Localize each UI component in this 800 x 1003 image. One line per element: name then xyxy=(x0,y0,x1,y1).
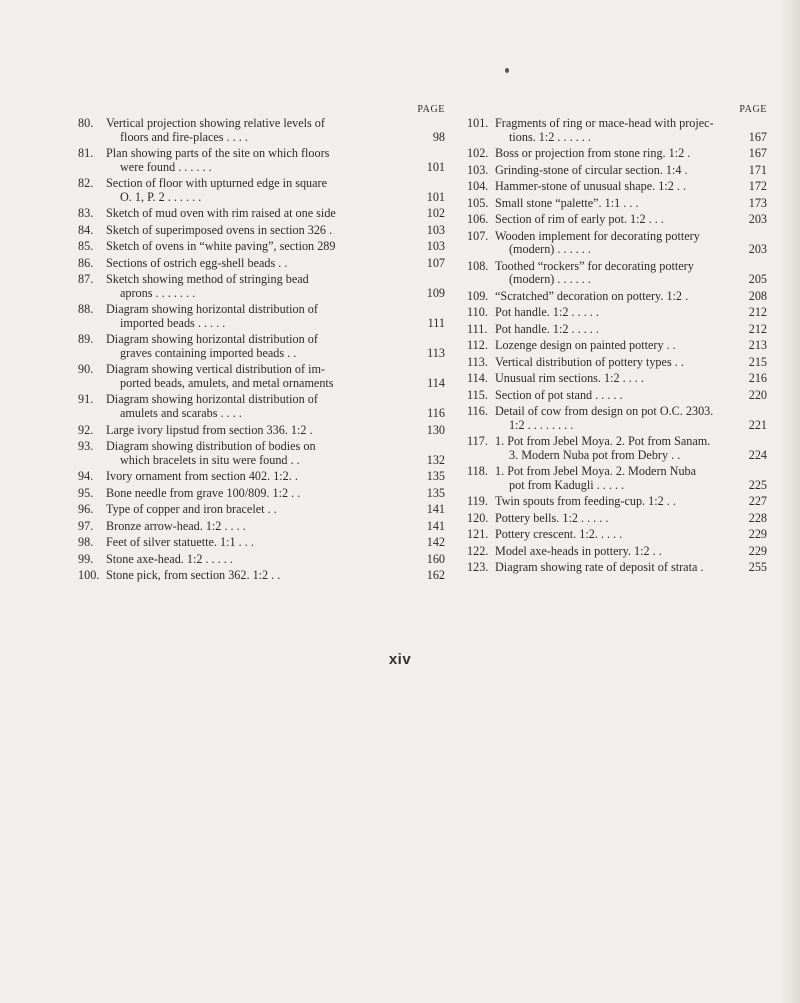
figure-number: 110. xyxy=(467,305,488,320)
figure-entry xyxy=(78,240,445,254)
page-number: 221 xyxy=(748,417,767,432)
page-number: 130 xyxy=(426,422,445,437)
page-number: 212 xyxy=(748,305,767,320)
figure-caption xyxy=(495,405,729,432)
left-column xyxy=(78,104,445,586)
caption-line-2: floors and fire-places . . . . xyxy=(120,129,248,144)
figure-caption xyxy=(106,363,415,390)
figure-number: 121. xyxy=(467,527,489,542)
figure-caption xyxy=(495,528,729,542)
page-number: 171 xyxy=(748,162,767,177)
figure-entry xyxy=(467,528,767,542)
figure-number: 81. xyxy=(78,146,94,161)
figure-number: 97. xyxy=(78,518,94,533)
figure-number: 111. xyxy=(467,321,488,336)
figure-number: 107. xyxy=(467,228,489,243)
caption-line-1: Lozenge design on painted pottery . . xyxy=(495,338,676,353)
figure-number: 104. xyxy=(467,179,489,194)
page-number: 224 xyxy=(748,447,767,462)
figure-caption xyxy=(495,545,729,559)
figure-number: 95. xyxy=(78,485,94,500)
figure-caption xyxy=(106,240,415,254)
figure-number: 106. xyxy=(467,212,489,227)
page-number: 203 xyxy=(748,212,767,227)
figure-entry xyxy=(78,487,445,501)
page-speck xyxy=(505,68,509,73)
figure-entry xyxy=(467,405,767,432)
figure-entry xyxy=(78,440,445,467)
figure-caption xyxy=(106,536,415,550)
page-edge-shadow xyxy=(780,0,800,1003)
figure-number: 105. xyxy=(467,195,489,210)
figure-entry xyxy=(467,260,767,287)
caption-line-2: imported beads . . . . . xyxy=(120,315,226,330)
caption-line-1: Plan showing parts of the site on which floors xyxy=(106,146,330,161)
page-number: 101 xyxy=(426,159,445,174)
caption-line-1: Pot handle. 1:2 . . . . . xyxy=(495,305,599,320)
figure-list-left xyxy=(78,117,445,583)
figure-caption xyxy=(106,520,415,534)
figure-number: 112. xyxy=(467,338,488,353)
caption-line-2: 1:2 . . . . . . . . xyxy=(509,417,574,432)
figure-entry xyxy=(467,372,767,386)
caption-line-1: Fragments of ring or mace-head with projec- xyxy=(495,116,714,130)
page-number: 142 xyxy=(426,535,445,550)
figure-entry xyxy=(78,569,445,583)
page-number: 135 xyxy=(426,469,445,484)
figure-number: 92. xyxy=(78,422,94,437)
caption-line-1: Section of floor with upturned edge in square xyxy=(106,176,328,191)
caption-line-1: Pottery crescent. 1:2. . . . . xyxy=(495,527,623,542)
figure-entry xyxy=(78,470,445,484)
figure-number: 85. xyxy=(78,239,94,254)
figure-number: 83. xyxy=(78,206,94,221)
caption-line-1: Grinding-stone of circular section. 1:4 . xyxy=(495,162,688,177)
figure-entry xyxy=(78,177,445,204)
figure-caption xyxy=(106,440,415,467)
caption-line-1: Diagram showing distribution of bodies on xyxy=(106,439,316,454)
figure-number: 80. xyxy=(78,116,94,130)
caption-line-2: aprons . . . . . . . xyxy=(120,285,196,300)
caption-line-2: graves containing imported beads . . xyxy=(120,345,297,360)
caption-line-1: Toothed “rockers” for decorating pottery xyxy=(495,258,694,273)
page-number: 229 xyxy=(748,527,767,542)
caption-line-1: Large ivory lipstud from section 336. 1:2 . xyxy=(106,422,313,437)
caption-line-1: Pot handle. 1:2 . . . . . xyxy=(495,321,599,336)
figure-entry xyxy=(78,303,445,330)
figure-entry xyxy=(467,495,767,509)
figure-caption xyxy=(106,147,415,174)
page-number: 116 xyxy=(427,406,445,421)
figure-caption xyxy=(106,177,415,204)
figure-number: 120. xyxy=(467,510,489,525)
page-number: 220 xyxy=(748,387,767,402)
figure-entry xyxy=(78,363,445,390)
figure-entry xyxy=(467,230,767,257)
figure-number: 96. xyxy=(78,502,94,517)
page-number: 162 xyxy=(426,568,445,583)
figure-caption xyxy=(495,180,729,194)
page-number: 213 xyxy=(748,338,767,353)
figure-caption xyxy=(495,213,729,227)
caption-line-1: Wooden implement for decorating pottery xyxy=(495,228,700,243)
caption-line-1: Diagram showing horizontal distribution of xyxy=(106,332,318,347)
figure-entry xyxy=(78,424,445,438)
figure-entry xyxy=(78,224,445,238)
figure-entry xyxy=(78,503,445,517)
caption-line-1: Boss or projection from stone ring. 1:2 . xyxy=(495,146,691,161)
figure-entry xyxy=(78,117,445,144)
figure-caption xyxy=(495,512,729,526)
page-number: 212 xyxy=(748,321,767,336)
figure-caption xyxy=(495,561,729,575)
figure-entry xyxy=(467,512,767,526)
figure-number: 87. xyxy=(78,272,94,287)
figure-number: 116. xyxy=(467,404,488,419)
figure-caption xyxy=(495,164,729,178)
figure-number: 123. xyxy=(467,560,489,575)
page-number: 132 xyxy=(426,452,445,467)
caption-line-1: Section of pot stand . . . . . xyxy=(495,387,623,402)
caption-line-1: 1. Pot from Jebel Moya. 2. Modern Nuba xyxy=(495,464,697,479)
page-number: 215 xyxy=(748,354,767,369)
caption-line-1: Diagram showing rate of deposit of strata . xyxy=(495,560,704,575)
page-number: 167 xyxy=(748,129,767,144)
figure-entry xyxy=(467,561,767,575)
figure-number: 93. xyxy=(78,439,94,454)
figure-number: 101. xyxy=(467,116,489,130)
caption-line-1: Section of rim of early pot. 1:2 . . . xyxy=(495,212,664,227)
figure-entry xyxy=(467,180,767,194)
page-number: 103 xyxy=(426,222,445,237)
figure-entry xyxy=(467,164,767,178)
figure-caption xyxy=(106,207,415,221)
page-column-header: PAGE xyxy=(739,104,767,115)
page-number: 225 xyxy=(748,477,767,492)
figure-caption xyxy=(495,117,729,144)
caption-line-1: Sketch of superimposed ovens in section 326 . xyxy=(106,222,333,237)
figure-number: 115. xyxy=(467,387,488,402)
figure-entry xyxy=(78,257,445,271)
figure-caption xyxy=(495,339,729,353)
figure-number: 99. xyxy=(78,551,94,566)
figure-number: 109. xyxy=(467,288,489,303)
figure-entry xyxy=(467,290,767,304)
caption-line-1: Feet of silver statuette. 1:1 . . . xyxy=(106,535,254,550)
page-number: 227 xyxy=(748,494,767,509)
figure-entry xyxy=(78,207,445,221)
figure-number: 90. xyxy=(78,362,94,377)
caption-line-1: Vertical projection showing relative levels of xyxy=(106,116,325,130)
figure-entry xyxy=(78,147,445,174)
figure-entry xyxy=(467,356,767,370)
page-number: 160 xyxy=(426,551,445,566)
figure-caption xyxy=(495,290,729,304)
figure-entry xyxy=(78,553,445,567)
figure-caption xyxy=(495,372,729,386)
figure-entry xyxy=(467,323,767,337)
figure-number: 82. xyxy=(78,176,94,191)
page-number: 109 xyxy=(426,285,445,300)
caption-line-2: (modern) . . . . . . xyxy=(509,272,591,287)
figure-caption xyxy=(495,389,729,403)
caption-line-1: Sections of ostrich egg-shell beads . . xyxy=(106,255,288,270)
page-number: 216 xyxy=(748,371,767,386)
page-number: 135 xyxy=(426,485,445,500)
caption-line-2: pot from Kadugli . . . . . xyxy=(509,477,625,492)
page-number: 111 xyxy=(427,315,445,330)
figure-entry xyxy=(78,520,445,534)
figure-caption xyxy=(495,356,729,370)
figure-caption xyxy=(106,224,415,238)
figure-entry xyxy=(78,273,445,300)
figure-caption xyxy=(106,117,415,144)
page-number: 228 xyxy=(748,510,767,525)
caption-line-2: tions. 1:2 . . . . . . xyxy=(509,129,591,144)
figure-number: 89. xyxy=(78,332,94,347)
caption-line-2: 3. Modern Nuba pot from Debry . . xyxy=(509,447,681,462)
page-number: 107 xyxy=(426,255,445,270)
caption-line-1: Diagram showing horizontal distribution of xyxy=(106,392,318,407)
figure-caption xyxy=(495,230,729,257)
page-number: 101 xyxy=(426,189,445,204)
caption-line-1: Pottery bells. 1:2 . . . . . xyxy=(495,510,609,525)
figure-number: 122. xyxy=(467,543,489,558)
page-number: 141 xyxy=(426,518,445,533)
figure-entry xyxy=(78,393,445,420)
caption-line-1: Twin spouts from feeding-cup. 1:2 . . xyxy=(495,494,676,509)
caption-line-1: Ivory ornament from section 402. 1:2. . xyxy=(106,469,298,484)
page-number: 203 xyxy=(748,242,767,257)
caption-line-1: Bronze arrow-head. 1:2 . . . . xyxy=(106,518,246,533)
page-folio: xiv xyxy=(388,651,412,668)
figure-caption xyxy=(106,424,415,438)
figure-number: 103. xyxy=(467,162,489,177)
figure-number: 91. xyxy=(78,392,94,407)
figure-number: 102. xyxy=(467,146,489,161)
caption-line-1: Sketch of ovens in “white paving”, section 289 xyxy=(106,239,336,254)
figure-list-right xyxy=(467,117,767,575)
right-column xyxy=(467,104,767,578)
caption-line-2: (modern) . . . . . . xyxy=(509,242,591,257)
figure-number: 100. xyxy=(78,568,100,583)
figure-entry xyxy=(467,306,767,320)
caption-line-1: Detail of cow from design on pot O.C. 2303. xyxy=(495,404,714,419)
figure-entry xyxy=(467,213,767,227)
page-number: 98 xyxy=(432,129,445,144)
figure-entry xyxy=(467,197,767,211)
caption-line-1: Bone needle from grave 100/809. 1:2 . . xyxy=(106,485,301,500)
caption-line-2: were found . . . . . . xyxy=(120,159,212,174)
caption-line-1: Sketch of mud oven with rim raised at one side xyxy=(106,206,336,221)
figure-caption xyxy=(495,435,729,462)
figure-caption xyxy=(495,147,729,161)
page-number: 205 xyxy=(748,272,767,287)
caption-line-2: which bracelets in situ were found . . xyxy=(120,452,300,467)
page-number: 114 xyxy=(427,376,445,390)
figure-caption xyxy=(106,487,415,501)
figure-entry xyxy=(467,117,767,144)
figure-caption xyxy=(495,323,729,337)
figure-caption xyxy=(106,569,415,583)
page-number: 102 xyxy=(426,206,445,221)
figure-caption xyxy=(106,553,415,567)
page-number: 208 xyxy=(748,288,767,303)
figure-number: 84. xyxy=(78,222,94,237)
page-number: 167 xyxy=(748,146,767,161)
caption-line-1: Type of copper and iron bracelet . . xyxy=(106,502,277,517)
figure-caption xyxy=(495,306,729,320)
figure-caption xyxy=(495,197,729,211)
caption-line-1: Sketch showing method of stringing bead xyxy=(106,272,309,287)
caption-line-1: Vertical distribution of pottery types . . xyxy=(495,354,684,369)
caption-line-1: “Scratched” decoration on pottery. 1:2 . xyxy=(495,288,689,303)
caption-line-1: Hammer-stone of unusual shape. 1:2 . . xyxy=(495,179,686,194)
figure-number: 119. xyxy=(467,494,488,509)
figure-number: 117. xyxy=(467,434,488,449)
page-column-header: PAGE xyxy=(417,104,445,115)
figure-number: 94. xyxy=(78,469,94,484)
figure-caption xyxy=(106,273,415,300)
figure-caption xyxy=(106,333,415,360)
figure-caption xyxy=(106,257,415,271)
caption-line-1: Model axe-heads in pottery. 1:2 . . xyxy=(495,543,662,558)
figure-entry xyxy=(467,545,767,559)
page-number: 172 xyxy=(748,179,767,194)
caption-line-1: Small stone “palette”. 1:1 . . . xyxy=(495,195,639,210)
figure-entry xyxy=(78,536,445,550)
caption-line-1: Unusual rim sections. 1:2 . . . . xyxy=(495,371,644,386)
figure-entry xyxy=(467,389,767,403)
page-number: 173 xyxy=(748,195,767,210)
caption-line-1: Stone axe-head. 1:2 . . . . . xyxy=(106,551,233,566)
caption-line-2: O. 1, P. 2 . . . . . . xyxy=(120,189,202,204)
figure-caption xyxy=(495,465,729,492)
figure-caption xyxy=(106,393,415,420)
figure-caption xyxy=(106,303,415,330)
caption-line-1: Stone pick, from section 362. 1:2 . . xyxy=(106,568,281,583)
figure-entry xyxy=(467,339,767,353)
figure-caption xyxy=(106,470,415,484)
caption-line-1: 1. Pot from Jebel Moya. 2. Pot from Sanam. xyxy=(495,434,711,449)
figure-entry xyxy=(467,465,767,492)
caption-line-2: amulets and scarabs . . . . xyxy=(120,406,242,421)
page-number: 103 xyxy=(426,239,445,254)
figure-entry xyxy=(78,333,445,360)
figure-number: 113. xyxy=(467,354,488,369)
page-number: 141 xyxy=(426,502,445,517)
figure-caption xyxy=(495,495,729,509)
caption-line-1: Diagram showing horizontal distribution of xyxy=(106,302,318,317)
page-number: 255 xyxy=(748,560,767,575)
page-number: 113 xyxy=(427,345,445,360)
caption-line-1: Diagram showing vertical distribution of im- xyxy=(106,362,325,377)
figure-entry xyxy=(467,435,767,462)
figure-caption xyxy=(495,260,729,287)
figure-number: 88. xyxy=(78,302,94,317)
caption-line-2: ported beads, amulets, and metal ornaments xyxy=(120,376,334,390)
figure-caption xyxy=(106,503,415,517)
figure-number: 98. xyxy=(78,535,94,550)
figure-entry xyxy=(467,147,767,161)
figure-number: 118. xyxy=(467,464,488,479)
figure-number: 86. xyxy=(78,255,94,270)
figure-number: 114. xyxy=(467,371,488,386)
figure-number: 108. xyxy=(467,258,489,273)
page-number: 229 xyxy=(748,543,767,558)
